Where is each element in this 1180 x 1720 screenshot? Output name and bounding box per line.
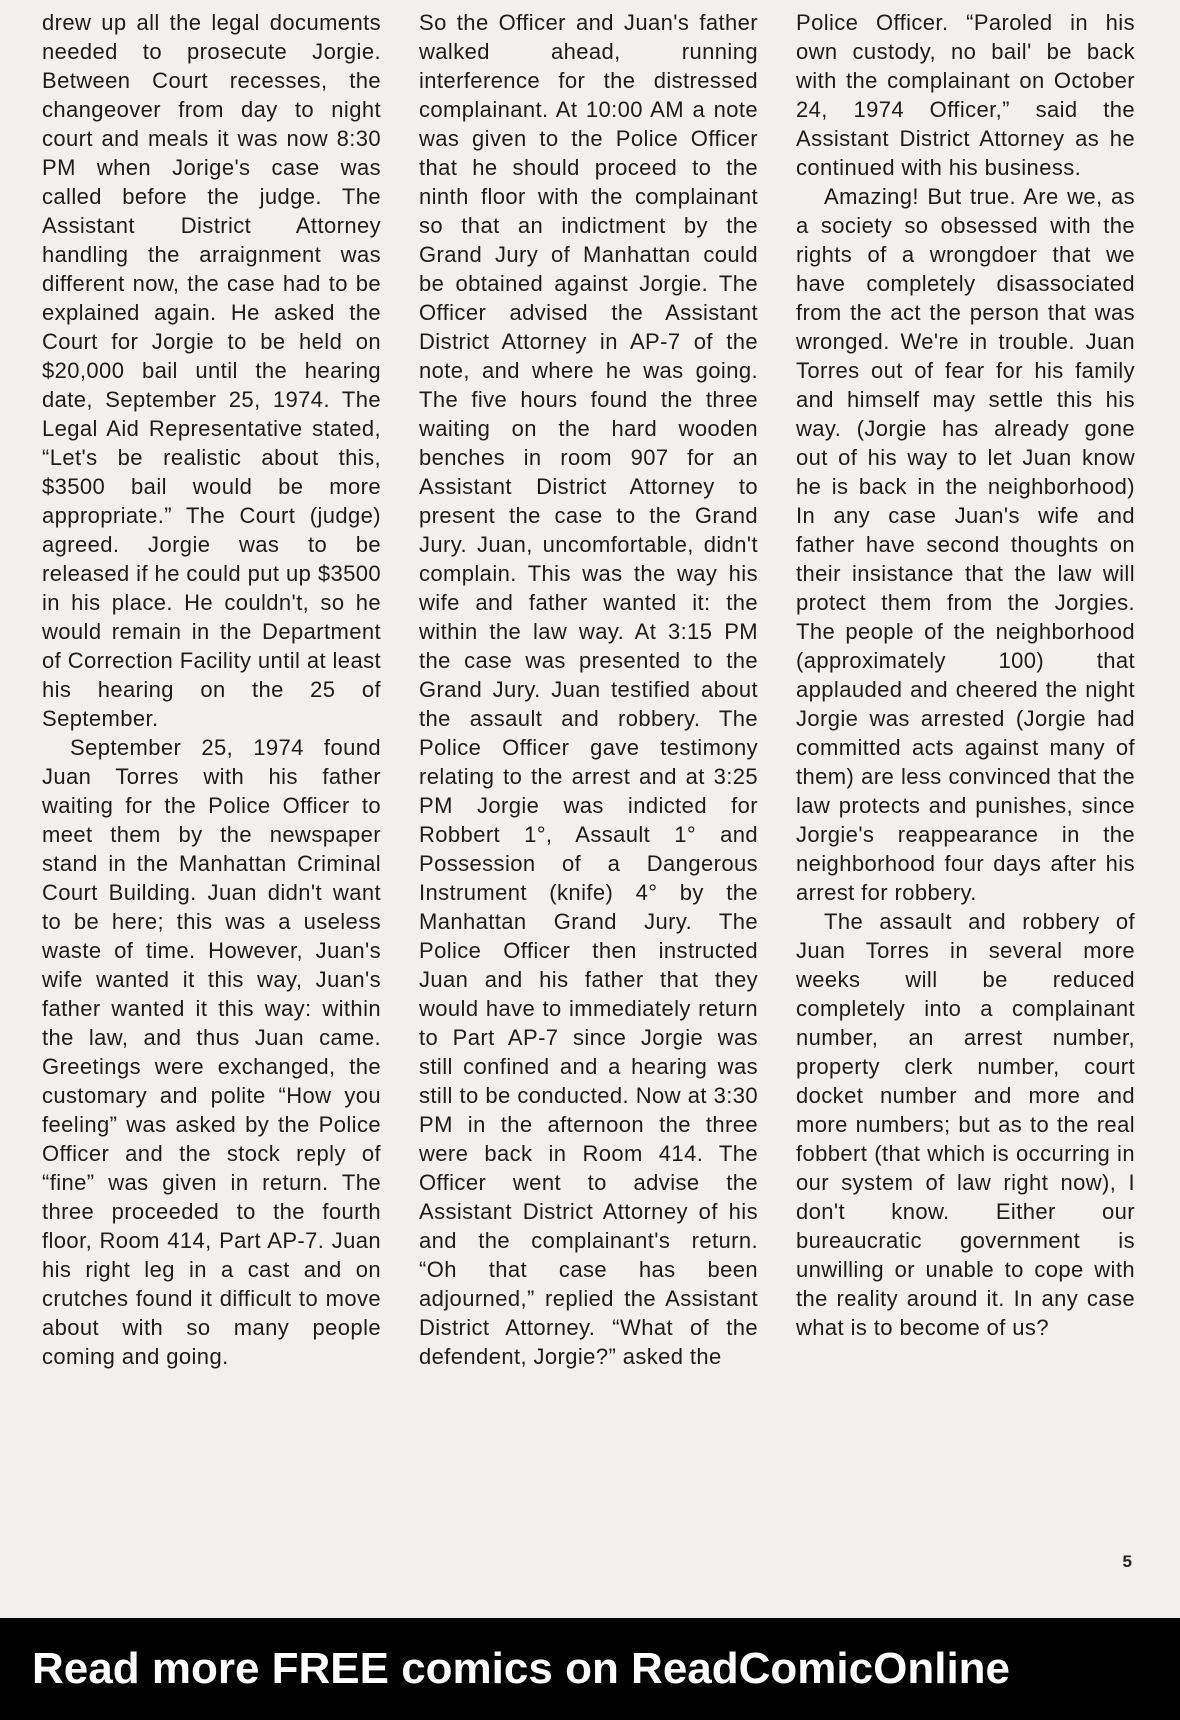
article-paragraph: September 25, 1974 found Juan Torres with his father waiting for the Police Officer to meet them by the newspaper stand in the Manhattan Criminal Court Building. Juan didn't want to be here; this was a useless waste of time. However, Juan's wife wanted it this way, Juan's father wanted it this way: within the law, and thus Juan came. Greetings were exchanged, the customary and polite “How you feeling” was asked by the Police Officer and the stock reply of “fine” was given in return. The three proceeded to the fourth floor, Room 414, Part AP-7. Juan his right leg in a cast and on crutches found it difficult to move about with so many people coming and going. [42,735,381,1369]
promo-banner [0,1618,1180,1720]
article-column-2 [419,8,758,1371]
article-paragraph: The assault and robbery of Juan Torres in several more weeks will be reduced completely into a complainant number, an arrest number, property clerk number, court docket number and more and more numbers; but as to the real fobbert (that which is occurring in our system of law right now), I don't know. Either our bureaucratic government is unwilling or unable to cope with the reality around it. In any case what is to become of us? [796,909,1135,1340]
article-paragraph: Police Officer. “Paroled in his own custody, no bail' be back with the complainant on October 24, 1974 Officer,” said the Assistant District Attorney as he continued with his business. [796,10,1135,180]
article-column-1 [42,8,381,1371]
article-body [42,8,1136,1371]
article-column-3 [796,8,1135,1371]
article-paragraph: Amazing! But true. Are we, as a society so obsessed with the rights of a wrongdoer that we have completely disassociated from the act the person that was wronged. We're in trouble. Juan Torres out of fear for his family and himself may settle this his way. (Jorgie has already gone out of his way to let Juan know he is back in the neighborhood) In any case Juan's wife and father have second thoughts on their insistance that the law will protect them from the Jorgies. The people of the neighborhood (approximately 100) that applauded and cheered the night Jorgie was arrested (Jorgie had committed acts against many of them) are less convinced that the law protects and punishes, since Jorgie's reappearance in the neighborhood four days after his arrest for robbery. [796,184,1135,905]
article-paragraph: So the Officer and Juan's father walked ahead, running interference for the distressed complainant. At 10:00 AM a note was given to the Police Officer that he should proceed to the ninth floor with the complainant so that an indictment by the Grand Jury of Manhattan could be obtained against Jorgie. The Officer advised the Assistant District Attorney in AP-7 of the note, and where he was going. The five hours found the three waiting on the hard wooden benches in room 907 for an Assistant District Attorney to present the case to the Grand Jury. Juan, uncomfortable, didn't complain. This was the way his wife and father wanted it: the within the law way. At 3:15 PM the case was presented to the Grand Jury. Juan testified about the assault and robbery. The Police Officer gave testimony relating to the arrest and at 3:25 PM Jorgie was indicted for Robbert 1°, Assault 1° and Possession of a Dangerous Instrument (knife) 4° by the Manhattan Grand Jury. The Police Officer then instructed Juan and his father that they would have to immediately return to Part AP-7 since Jorgie was still confined and a hearing was still to be conducted. Now at 3:30 PM in the afternoon the three were back in Room 414. The Officer went to advise the Assistant District Attorney of his and the complainant's return. “Oh that case has been adjourned,” replied the Assistant District Attorney. “What of the defendent, Jorgie?” asked the [419,10,758,1369]
article-paragraph: drew up all the legal documents needed to prosecute Jorgie. Between Court recesses, the changeover from day to night court and meals it was now 8:30 PM when Jorige's case was called before the judge. The Assistant District Attorney handling the arraignment was different now, the case had to be explained again. He asked the Court for Jorgie to be held on $20,000 bail until the hearing date, September 25, 1974. The Legal Aid Representative stated, “Let's be realistic about this, $3500 bail would be more appropriate.” The Court (judge) agreed. Jorgie was to be released if he could put up $3500 in his place. He couldn't, so he would remain in the Department of Correction Facility until at least his hearing on the 25 of September. [42,10,381,731]
promo-banner-link[interactable]: Read more FREE comics on ReadComicOnline [32,1644,1011,1693]
page-number: 5 [1122,1552,1132,1571]
